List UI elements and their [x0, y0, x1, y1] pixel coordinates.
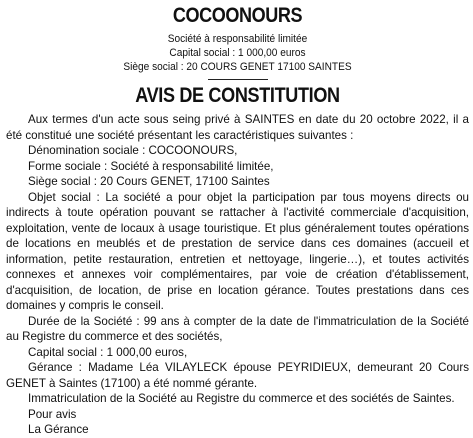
registered-office-line: Siège social : 20 Cours GENET, 17100 Saintes: [28, 175, 270, 188]
intro-paragraph: Aux termes d'un acte sous seing privé à SAINTES en date du 20 octobre 2022, il a été constitué une société présentant les caractéristiques suivantes :: [6, 113, 469, 142]
notice-body: [6, 112, 469, 438]
capital-line: Capital social : 1 000,00 euros,: [28, 345, 188, 359]
management-paragraph: Gérance : Madame Léa VILAYLECK épouse PEYRIDIEUX, demeurant 20 Cours GENET à Saintes (17100) a été nommé gérante.: [6, 361, 469, 390]
notice-title: AVIS DE CONSTITUTION: [135, 84, 340, 107]
signature-line: La Gérance: [28, 423, 89, 436]
registration-line: Immatriculation de la Société au Registre du commerce et des sociétés de Saintes.: [28, 392, 455, 405]
corporate-purpose-paragraph: Objet social : La société a pour objet la participation par tous moyens directs ou indirects à toute opération pouvant se rattacher à l'activité commerciale d'acquisition, exploitation, vente de locaux à usage touristique. Et plus généralement toutes opérations de locations en meublés et de prestation de service dans ces domaines (accueil et information, petite restauration, entretien et nettoyage, lingerie…), et toutes activités connexes et annexes voir complémentaires, par voie de création d'établissement, d'acquisition, de location, de prise en location gérance. Toutes prestations dans ces domaines y compris le conseil.: [6, 190, 469, 312]
duration-paragraph: Durée de la Société : 99 ans à compter de la date de l'immatriculation de la Société au Registre du commerce et des sociétés,: [6, 314, 469, 343]
for-notice-line: Pour avis: [28, 407, 77, 421]
legal-form: Société à responsabilité limitée: [167, 33, 308, 45]
registered-office: Siège social : 20 COURS GENET 17100 SAINTES: [123, 61, 352, 73]
divider: [208, 79, 268, 80]
company-name-line: Dénomination sociale : COCOONOURS,: [28, 144, 238, 157]
legal-form-line: Forme sociale : Société à responsabilité limitée,: [28, 159, 274, 173]
company-name: COCOONOURS: [172, 4, 303, 27]
share-capital: Capital social : 1 000,00 euros: [169, 47, 306, 59]
